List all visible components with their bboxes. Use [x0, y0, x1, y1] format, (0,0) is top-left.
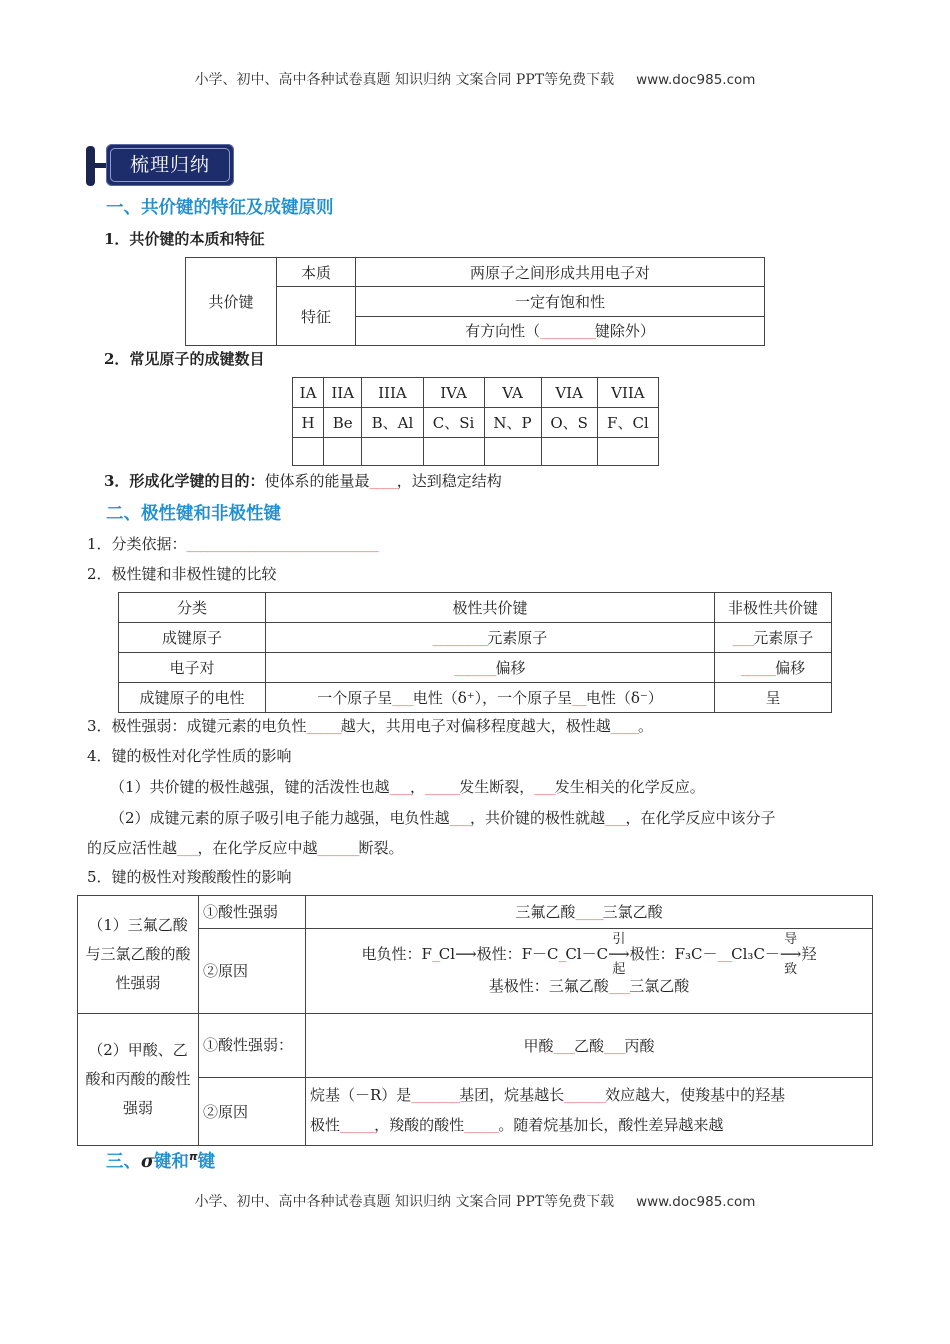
text-segment: 电负性：F [361, 944, 432, 963]
text-segment: 基团，烷基越长 [459, 1086, 565, 1105]
answer-blank: ____________________________ [186, 538, 378, 553]
header-text: 小学、初中、高中各种试卷真题 知识归纳 文案合同 PPT等免费下载 [194, 72, 615, 88]
cell [715, 683, 832, 713]
answer-blank: _____ [740, 662, 776, 677]
text-segment: 效应越大，使羧基中的羟基 [605, 1086, 786, 1105]
text-segment: 三氯乙酸 [629, 976, 690, 995]
text-segment: 键除外） [594, 322, 655, 341]
text-segment: ，达到稳定结构 [396, 472, 502, 490]
item-3-label: 3．形成化学键的目的： [104, 472, 265, 490]
cell: F、Cl [597, 408, 658, 438]
text-segment: ，羧酸的酸性 [374, 1116, 465, 1135]
item-3 [104, 470, 502, 491]
cell [484, 438, 541, 466]
arrow-label: 导致 [784, 931, 798, 977]
text-segment: 使体系的能量最 [264, 472, 370, 490]
arrow-icon: ⟶ [455, 944, 477, 963]
answer-blank: ___ [449, 812, 471, 827]
text-segment: 1．分类依据： [87, 535, 187, 553]
answer-blank: _ [558, 947, 566, 963]
cell [715, 653, 832, 683]
answer-blank: ___ [534, 781, 555, 796]
cell [356, 316, 765, 345]
text-segment: ， [410, 778, 426, 796]
text-segment: 3．极性强弱：成键元素的电负性 [87, 717, 307, 735]
cell [306, 1077, 873, 1145]
text-segment: 越大，共用电子对偏移程度越大，极性越 [340, 717, 611, 735]
item-2-title: 2．常见原子的成键数目 [104, 350, 265, 368]
cell [266, 653, 715, 683]
text-segment: 偏移 [495, 659, 526, 677]
text-segment: 。 [638, 717, 654, 735]
page-footer [0, 1191, 950, 1211]
answer-blank: ______ [317, 842, 359, 857]
line [87, 533, 378, 554]
text-segment: Cl－C [565, 944, 609, 963]
text-segment: ，在化学反应中越 [197, 839, 318, 857]
answer-blank: ___ [608, 979, 630, 995]
answer-blank: ___ [177, 842, 198, 857]
answer-blank: ____ [369, 475, 397, 490]
heading-2: 二、极性键和非极性键 [106, 504, 281, 524]
text-segment: 元素原子 [753, 629, 814, 647]
cell [423, 438, 484, 466]
answer-blank: ________ [540, 325, 595, 341]
table-row [119, 683, 832, 713]
answer-blank: _______ [411, 1089, 460, 1105]
text-segment: Cl₃C－ [731, 944, 780, 963]
arrow-label: 引起 [612, 931, 626, 977]
text-segment: 发生断裂， [459, 778, 535, 796]
answer-blank: ___ [605, 812, 626, 827]
answer-blank: _____ [306, 720, 341, 735]
text-segment: ，共价键的极性就越 [470, 809, 606, 827]
text-segment: 极性 [310, 1116, 341, 1135]
text-segment: 极性：F－C [476, 944, 559, 963]
cell: VIIA [597, 378, 658, 408]
seg: 三、 [106, 1152, 141, 1172]
cell: 本质 [277, 258, 356, 287]
answer-blank: ___ [604, 1039, 625, 1055]
seg [362, 945, 456, 963]
item-3-text [264, 472, 501, 490]
answer-blank: _____ [464, 1119, 499, 1135]
text-segment: 一个原子呈 [317, 689, 393, 707]
seg [477, 945, 608, 963]
cell [306, 1013, 873, 1077]
seg [310, 1111, 868, 1141]
answer-blank: _____ [425, 781, 460, 796]
cell [266, 623, 715, 653]
text-segment: 偏移 [775, 659, 806, 677]
cell: Be [324, 408, 362, 438]
covalent-bond-table [185, 257, 765, 346]
cell: 成键原子的电性 [119, 683, 266, 713]
text-segment: 发生相关的化学反应。 [554, 778, 705, 796]
line [87, 715, 653, 736]
text-segment: 烷基（－R）是 [310, 1086, 412, 1105]
cell: 特征 [277, 287, 356, 346]
cell: C、Si [423, 408, 484, 438]
text-segment: 三氟乙酸 [515, 903, 576, 922]
header-cell: 极性共价键 [266, 593, 715, 623]
section-badge [86, 144, 236, 188]
answer-blank: ___ [732, 632, 754, 647]
seg: 键和 [153, 1152, 189, 1172]
line [110, 776, 705, 797]
text-segment: 极性：F₃C－ [629, 944, 718, 963]
cell [293, 438, 324, 466]
answer-blank: ____ [610, 720, 639, 735]
cell: H [293, 408, 324, 438]
cell: ②原因 [199, 1077, 306, 1145]
cell: 共价键 [186, 258, 277, 346]
cell: B、Al [362, 408, 423, 438]
cell: 成键原子 [119, 623, 266, 653]
polarity-table [118, 592, 832, 713]
table-row [119, 653, 832, 683]
table-row [119, 623, 832, 653]
cell [541, 438, 597, 466]
answer-blank: ____ [575, 906, 603, 922]
text-segment: Cl [438, 944, 456, 963]
cell [597, 438, 658, 466]
cell [306, 896, 873, 929]
seg: 键 [197, 1152, 216, 1172]
page-header [0, 69, 950, 89]
cell [362, 438, 423, 466]
cell: ①酸性强弱： [199, 1013, 306, 1077]
seg [630, 945, 780, 963]
line: 2．极性键和非极性键的比较 [87, 565, 277, 583]
text-segment: 的反应活性越 [87, 839, 178, 857]
text-segment: （1）共价键的极性越强，键的活泼性也越 [110, 778, 390, 796]
text-segment: 三氯乙酸 [602, 903, 663, 922]
cell: 电子对 [119, 653, 266, 683]
answer-blank: __ [717, 947, 732, 963]
text-segment: 电性（δ⁺），一个原子呈 [412, 689, 573, 707]
cell: （2）甲酸、乙酸和丙酸的酸性强弱 [78, 1013, 199, 1145]
footer-url[interactable]: www.doc985.com [636, 1194, 756, 1210]
text-segment: 元素原子 [487, 629, 548, 647]
answer-blank: _ [431, 947, 439, 963]
seg: 羟 [801, 944, 817, 963]
badge-label: 梳理归纳 [110, 148, 230, 182]
answer-blank: ______ [564, 1089, 606, 1105]
heading-1: 一、共价键的特征及成键原则 [106, 198, 334, 218]
line [87, 837, 404, 858]
text-segment: （2）成键元素的原子吸引电子能力越强，电负性越 [110, 809, 450, 827]
heading-3 [106, 1148, 215, 1173]
answer-blank: ___ [553, 1039, 574, 1055]
text-segment: 丙酸 [624, 1036, 655, 1055]
arrow-icon: 引起 ⟶ [608, 939, 630, 969]
text-segment: 呈 [765, 689, 781, 707]
cell: VIA [541, 378, 597, 408]
cell [324, 438, 362, 466]
cell: ②原因 [199, 928, 306, 1013]
cell: N、P [484, 408, 541, 438]
seg [310, 1081, 868, 1111]
text-segment: 甲酸 [523, 1036, 554, 1055]
cell: 两原子之间形成共用电子对 [356, 258, 765, 287]
text-segment: 基极性：三氟乙酸 [488, 976, 609, 995]
cell: IIA [324, 378, 362, 408]
header-url[interactable]: www.doc985.com [636, 72, 756, 88]
text-segment: 乙酸 [573, 1036, 604, 1055]
acid-strength-table [77, 895, 873, 1146]
line [110, 807, 776, 828]
sigma-symbol: σ [141, 1152, 154, 1172]
header-cell: 分类 [119, 593, 266, 623]
cell: IIIA [362, 378, 423, 408]
answer-blank: ______ [454, 662, 496, 677]
answer-blank: _____ [340, 1119, 375, 1135]
text-segment: 有方向性（ [465, 322, 541, 341]
answer-blank: ___ [392, 692, 413, 707]
cell [306, 928, 873, 1013]
pi-symbol: π [188, 1150, 198, 1164]
cell: IVA [423, 378, 484, 408]
cell: IA [293, 378, 324, 408]
text-segment: 电性（δ⁻） [585, 689, 663, 707]
text-segment: 。随着烷基加长，酸性差异越来越 [498, 1116, 724, 1135]
line: 4．键的极性对化学性质的影响 [87, 747, 292, 765]
line: 5．键的极性对羧酸酸性的影响 [87, 868, 292, 886]
cell [715, 623, 832, 653]
item-1-title: 1．共价键的本质和特征 [104, 230, 265, 248]
answer-blank: ___ [389, 781, 411, 796]
text-segment: 断裂。 [358, 839, 404, 857]
cell: （1）三氟乙酸与三氯乙酸的酸性强弱 [78, 896, 199, 1014]
header-cell: 非极性共价键 [715, 593, 832, 623]
answer-blank: __ [572, 692, 586, 707]
answer-blank: ________ [432, 632, 488, 647]
text-segment: ，在化学反应中该分子 [625, 809, 776, 827]
cell: ①酸性强弱 [199, 896, 306, 929]
cell: VA [484, 378, 541, 408]
cell: O、S [541, 408, 597, 438]
footer-text: 小学、初中、高中各种试卷真题 知识归纳 文案合同 PPT等免费下载 [194, 1194, 615, 1210]
cell: 一定有饱和性 [356, 287, 765, 316]
bond-count-table [292, 377, 659, 466]
cell [266, 683, 715, 713]
arrow-icon: 导致 ⟶ [780, 939, 802, 969]
